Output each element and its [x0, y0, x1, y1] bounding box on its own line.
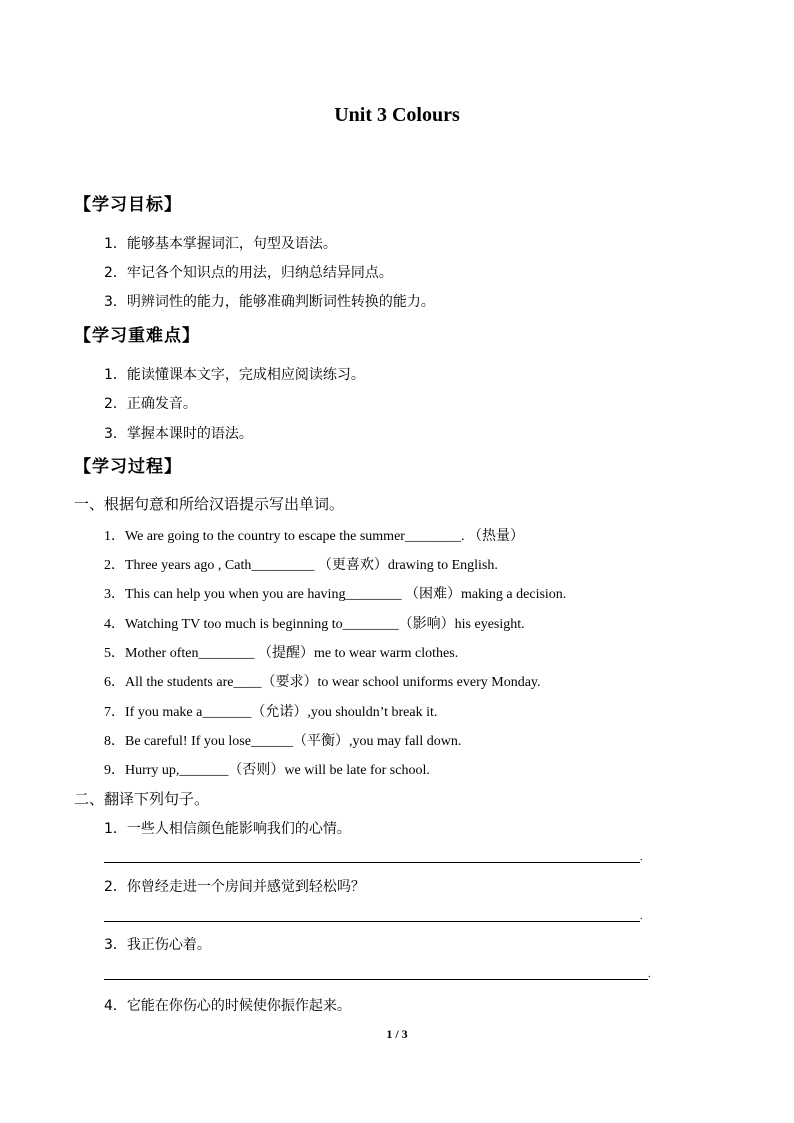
line-end-period: .: [648, 969, 651, 980]
key-point-item: 3．掌握本课时的语法。: [104, 426, 253, 442]
translation-item: 4．它能在你伤心的时候使你振作起来。: [104, 998, 351, 1014]
answer-line[interactable]: [104, 862, 640, 863]
answer-line[interactable]: [104, 921, 640, 922]
objective-item: 2．牢记各个知识点的用法，归纳总结异同点。: [104, 265, 393, 281]
fill-blank-item: 7．If you make a_______（允诺）,you shouldn’t break it.: [104, 705, 438, 720]
part1-heading: 一、根据句意和所给汉语提示写出单词。: [74, 495, 345, 513]
fill-blank-item: 3．This can help you when you are having________ （困难）making a decision.: [104, 587, 567, 602]
fill-blank-item: 1．We are going to the country to escape the summer________. （热量）: [104, 529, 524, 544]
fill-blank-item: 4．Watching TV too much is beginning to________（影响）his eyesight.: [104, 617, 525, 632]
page-title: Unit 3 Colours: [334, 104, 460, 126]
translation-item: 1．一些人相信颜色能影响我们的心情。: [104, 821, 351, 837]
fill-blank-item: 2．Three years ago , Cath_________ （更喜欢）drawing to English.: [104, 558, 498, 573]
key-points-heading: 【学习重难点】: [74, 326, 200, 346]
page-number: 1 / 3: [386, 1027, 408, 1041]
part2-heading: 二、翻译下列句子。: [74, 790, 210, 808]
objectives-heading: 【学习目标】: [74, 195, 182, 215]
fill-blank-item: 5．Mother often________ （提醒）me to wear warm clothes.: [104, 646, 459, 661]
objective-item: 1．能够基本掌握词汇，句型及语法。: [104, 236, 337, 252]
line-end-period: .: [640, 852, 643, 863]
fill-blank-item: 6．All the students are____（要求）to wear school uniforms every Monday.: [104, 675, 541, 690]
answer-line[interactable]: [104, 979, 648, 980]
objective-item: 3．明辨词性的能力，能够准确判断词性转换的能力。: [104, 294, 435, 310]
key-point-item: 1．能读懂课本文字，完成相应阅读练习。: [104, 367, 365, 383]
fill-blank-item: 9．Hurry up,_______（否则）we will be late for school.: [104, 763, 430, 778]
line-end-period: .: [640, 911, 643, 922]
fill-blank-item: 8．Be careful! If you lose______（平衡）,you may fall down.: [104, 734, 462, 749]
translation-item: 2．你曾经走进一个房间并感觉到轻松吗？: [104, 879, 365, 895]
process-heading: 【学习过程】: [74, 457, 182, 477]
key-point-item: 2．正确发音。: [104, 396, 197, 412]
translation-item: 3．我正伤心着。: [104, 937, 211, 953]
